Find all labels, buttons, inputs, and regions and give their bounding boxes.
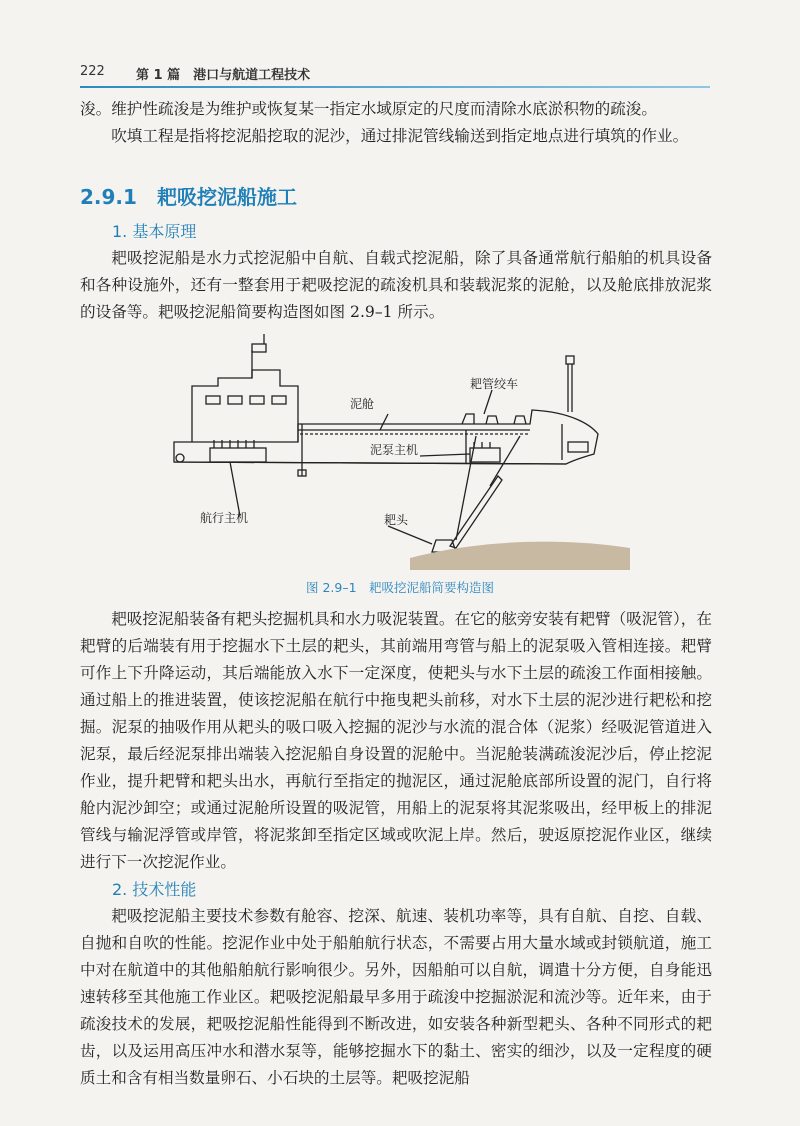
header-rule [80,86,710,88]
dredger-diagram [170,330,630,570]
figure-caption: 图 2.9–1 耙吸挖泥船简要构造图 [305,580,495,595]
page-header [80,56,710,86]
label-hopper: 泥舱 [350,397,375,411]
principle-continued [80,606,712,1092]
principle-paragraph-2: 耙吸挖泥船装备有耙头挖掘机具和水力吸泥装置。在它的舷旁安装有耙臂（吸泥管），在耙臂的后端装有用于挖掘水下土层的耙头，其前端用弯管与船上的泥泵吸入管相连接。耙臂可作上下升降运动，其后端能放入水下一定深度，使耙头与水下土层的疏浚工作面相接触。通过船上的推进装置，使该挖泥船在航行中拖曳耙头前移，对水下土层的泥沙进行耙松和挖掘。泥泵的抽吸作用从耙头的吸口吸入挖掘的泥沙与水流的混合体（泥浆）经吸泥管道进入泥泵，最后经泥泵排出端装入挖泥船自身设置的泥舱中。当泥舱装满疏浚泥沙后，停止挖泥作业，提升耙臂和耙头出水，再航行至指定的抛泥区，通过泥舱底部所设置的泥门，自行将舱内泥沙卸空；或通过泥舱所设置的吸泥管，用船上的泥泵将其泥浆吸出，经甲板上的排泥管线与输泥浮管或岸管，将泥浆卸至指定区域或吹泥上岸。然后，驶返原挖泥作业区，继续进行下一次挖泥作业。 [80,610,712,871]
intro-text [80,96,712,150]
intro-paragraph-1: 浚。维护性疏浚是为维护或恢复某一指定水域原定的尺度而清除水底淤积物的疏浚。 [80,100,657,118]
label-drag-head: 耙头 [384,513,409,527]
subsection-heading-2: 2. 技术性能 [112,880,197,899]
basic-principle-section [80,218,712,326]
chapter-title: 第 1 篇 港口与航道工程技术 [136,68,311,83]
page-number: 222 [80,64,105,79]
label-main-engine: 航行主机 [200,511,249,525]
label-pump-engine: 泥泵主机 [370,443,419,457]
intro-paragraph-2: 吹填工程是指将挖泥船挖取的泥沙，通过排泥管线输送到指定地点进行填筑的作业。 [111,127,689,145]
dredger-diagram-svg [170,330,630,570]
section-heading: 2.9.1 耙吸挖泥船施工 [80,185,297,209]
label-rake-winch: 耙管绞车 [470,377,519,391]
performance-paragraph-1: 耙吸挖泥船主要技术参数有舱容、挖深、航速、装机功率等，具有自航、自挖、自载、自抛和自吹的性能。挖泥作业中处于船舶航行状态，不需要占用大量水域或封锁航道，施工中对在航道中的其他船舶航行影响很少。另外，因船舶可以自航，调遣十分方便，自身能迅速转移至其他施工作业区。耙吸挖泥船最早多用于疏浚中挖掘淤泥和流沙等。近年来，由于疏浚技术的发展，耙吸挖泥船性能得到不断改进，如安装各种新型耙头、各种不同形式的耙齿，以及运用高压冲水和潜水泵等，能够挖掘水下的黏土、密实的细沙，以及一定程度的硬质土和含有相当数量卵石、小石块的土层等。耙吸挖泥船 [80,907,712,1087]
subsection-heading-1: 1. 基本原理 [112,222,197,241]
principle-paragraph-1: 耙吸挖泥船是水力式挖泥船中自航、自载式挖泥船，除了具备通常航行船舶的机具设备和各种设施外，还有一整套用于耙吸挖泥的疏浚机具和装载泥浆的泥舱，以及舱底排放泥浆的设备等。耙吸挖泥船简要构造图如图 2.9–1 所示。 [80,249,712,321]
